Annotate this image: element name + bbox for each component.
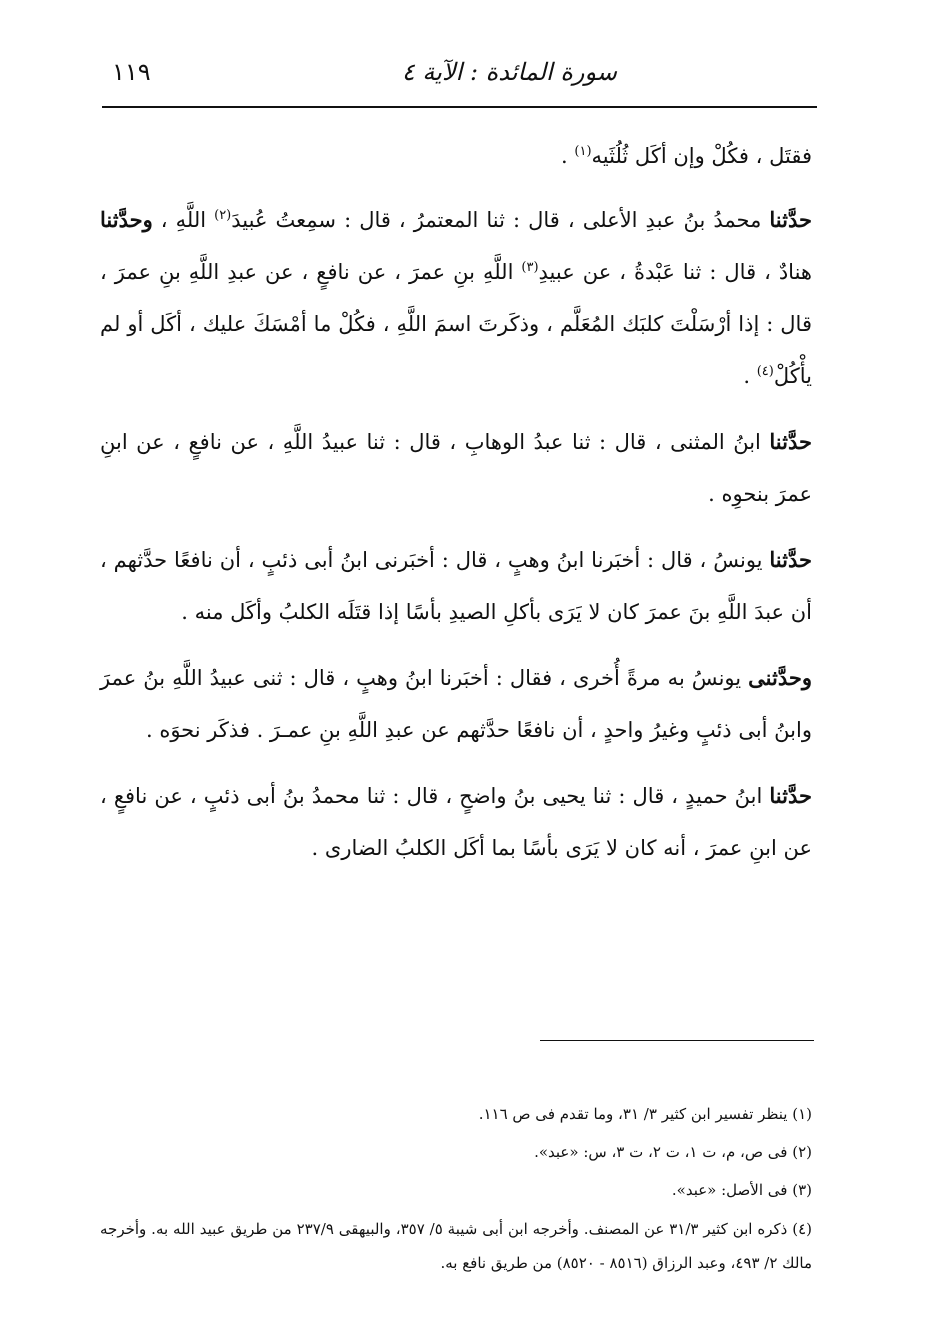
paragraph-5 xyxy=(100,652,812,756)
footnote-ref-2: (٢) xyxy=(214,208,232,223)
narration-lead: حدَّثنا xyxy=(769,547,812,572)
paragraph-text: محمدُ بنُ عبدِ الأعلى ، قال : ثنا المعتمرُ ، قال : سمِعتُ عُبيدَ xyxy=(231,208,770,232)
footnote-3: (٣) فى الأصل: «عبد». xyxy=(671,1181,812,1199)
footnote-ref-4: (٤) xyxy=(756,364,774,379)
paragraph-text: ابنُ المثنى ، قال : ثنا عبدُ الوهابِ ، قال : ثنا عبيدُ اللَّهِ ، عن نافعٍ ، عن ابنِ عمرَ بنحوِه . xyxy=(100,430,812,506)
main-text xyxy=(100,130,812,888)
paragraph-text: يونسُ به مرةً أُخرى ، فقال : أخبَرنا ابنُ وهبٍ ، قال : ثنى عبيدُ اللَّهِ بنُ عمرَ وابنُ أبى ذئبٍ وغيرُ واحدٍ ، أن نافعًا حدَّثهم عن عبدِ اللَّهِ بنِ عمـرَ . فذكَر نحوَه . xyxy=(100,666,812,742)
footnote-ref-1: (١) xyxy=(574,144,592,159)
footnote-1: (١) ينظر تفسير ابن كثير ٣/ ٣١، وما تقدم فى ص ١١٦. xyxy=(478,1105,812,1123)
paragraph-text: اللَّهِ ، xyxy=(152,208,215,232)
paragraph-text: يونسُ ، قال : أخبَرنا ابنُ وهبٍ ، قال : أخبَرنى ابنُ أبى ذئبٍ ، أن نافعًا حدَّثهم ، أن عبدَ اللَّهِ بنَ عمرَ كان لا يَرَى بأكلِ الصيدِ بأسًا إذا قتَلَه الكلبُ وأكَل منه . xyxy=(100,548,812,624)
paragraph-text: ابنُ حميدٍ ، قال : ثنا يحيى بنُ واضحٍ ، قال : ثنا محمدُ بنُ أبى ذئبٍ ، عن نافعٍ ، عن ابنِ عمرَ ، أنه كان لا يَرَى بأسًا بما أكَل الكلبُ الضارى . xyxy=(100,784,812,860)
footnote-ref-3: (٣) xyxy=(521,260,539,275)
header-divider xyxy=(102,106,817,108)
narration-lead: حدَّثنا xyxy=(769,783,812,808)
paragraph-text: اللَّهِ بنِ عمرَ ، عن نافعٍ ، عن عبدِ اللَّهِ بنِ عمرَ ، قال : إذا أرْسَلْتَ كلبَك المُعَلَّم ، وذكَرتَ اسمَ اللَّهِ ، فكُلْ ما أمْسَكَ عليك ، أكَل أو لم يأْكُلْ xyxy=(100,260,812,388)
paragraph-1 xyxy=(100,130,812,182)
paragraph-3 xyxy=(100,416,812,520)
paragraph-4 xyxy=(100,534,812,638)
footnote-2: (٢) فى ص، م، ت ١، ت ٢، ت ٣، س: «عبد». xyxy=(534,1143,812,1161)
narration-lead: وحدَّثنا xyxy=(100,207,153,232)
paragraph-2 xyxy=(100,194,812,402)
paragraph-end: . xyxy=(743,364,757,388)
running-header xyxy=(102,50,817,98)
paragraph-end: . xyxy=(561,144,575,168)
footnote-divider xyxy=(540,1040,814,1041)
running-title: سورة المائدة : الآية ٤ xyxy=(401,58,617,86)
narration-lead: وحدَّثنى xyxy=(748,665,812,690)
paragraph-text: هنادٌ ، قال : ثنا عَبْدةُ ، عن عبيدِ xyxy=(538,260,812,284)
narration-lead: حدَّثنا xyxy=(769,207,812,232)
page-number: ١١٩ xyxy=(112,58,151,86)
narration-lead: حدَّثنا xyxy=(769,429,812,454)
footnote-4: (٤) ذكره ابن كثير ٣١/٣ عن المصنف. وأخرجه ابن أبى شيبة ٥/ ٣٥٧، والبيهقى ٢٣٧/٩ من طريق عبيد الله به. وأخرجه مالك ٢/ ٤٩٣، وعبد الرزاق (٨٥١٦ - ٨٥٢٠) من طريق نافع به. xyxy=(100,1220,813,1272)
footnotes xyxy=(100,1098,812,1286)
paragraph-6 xyxy=(100,770,812,874)
paragraph-text: فقتَل ، فكُلْ وإن أكَل ثُلُثَيه xyxy=(591,144,812,168)
